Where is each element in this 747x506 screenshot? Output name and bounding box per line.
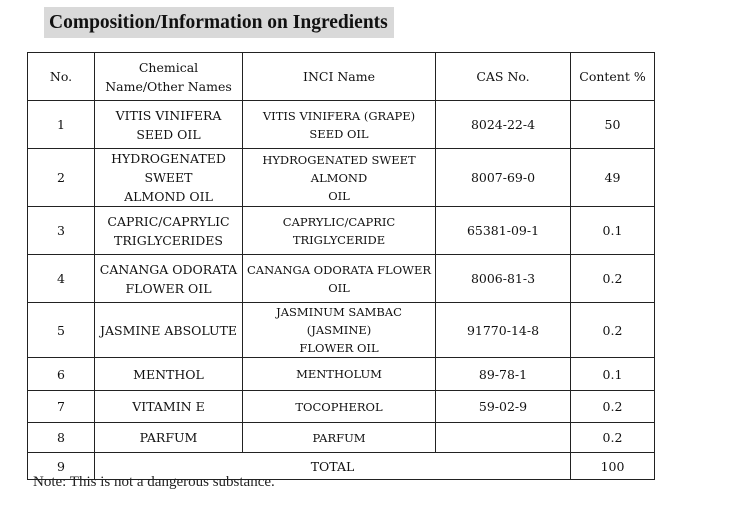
row-no: 6	[28, 358, 95, 391]
table-row	[28, 149, 655, 207]
total-label: TOTAL	[95, 453, 571, 480]
row-no: 8	[28, 423, 95, 453]
table-row	[28, 255, 655, 303]
row-chemical-name: MENTHOL	[95, 358, 243, 391]
header-chemical-line1: Chemical	[138, 59, 199, 75]
header-no: No.	[28, 53, 95, 101]
row-cas-no: 8006-81-3	[436, 255, 571, 303]
row-no: 7	[28, 391, 95, 423]
row-cas-no: 8024-22-4	[436, 101, 571, 149]
row-inci-name	[243, 149, 436, 207]
inci-line1: CAPRYLIC/CAPRIC	[282, 214, 396, 229]
table-row	[28, 358, 655, 391]
inci-line1: JASMINUM SAMBAC (JASMINE)	[276, 305, 402, 337]
row-chemical-name	[95, 303, 243, 358]
row-no: 4	[28, 255, 95, 303]
header-chemical-line2: Name/Other Names	[105, 78, 232, 94]
row-chemical-name	[95, 149, 243, 207]
header-chemical-name	[95, 53, 243, 101]
row-cas-no: 59-02-9	[436, 391, 571, 423]
chem-line2: ALMOND OIL	[124, 189, 213, 204]
section-title: Composition/Information on Ingredients	[44, 7, 394, 38]
row-content: 0.2	[571, 255, 655, 303]
inci-line1: HYDROGENATED SWEET ALMOND	[262, 152, 416, 185]
row-no: 2	[28, 149, 95, 207]
row-chemical-name	[95, 255, 243, 303]
row-inci-name	[243, 101, 436, 149]
row-cas-no	[436, 423, 571, 453]
row-inci-name	[243, 303, 436, 358]
chem-line2: TRIGLYCERIDES	[114, 232, 223, 248]
row-content: 0.1	[571, 207, 655, 255]
row-chemical-name: PARFUM	[95, 423, 243, 453]
row-cas-no: 65381-09-1	[436, 207, 571, 255]
header-content: Content %	[571, 53, 655, 101]
row-content: 49	[571, 149, 655, 207]
table-row	[28, 303, 655, 358]
row-inci-name: TOCOPHEROL	[243, 391, 436, 423]
total-content: 100	[571, 453, 655, 480]
inci-line2: FLOWER OIL	[299, 341, 379, 355]
row-inci-name: MENTHOLUM	[243, 358, 436, 391]
row-content: 0.2	[571, 423, 655, 453]
inci-line2: TRIGLYCERIDE	[292, 232, 386, 247]
chem-line2: SEED OIL	[136, 126, 201, 142]
row-content: 50	[571, 101, 655, 149]
row-cas-no: 91770-14-8	[436, 303, 571, 358]
header-inci-name: INCI Name	[243, 53, 436, 101]
row-no: 3	[28, 207, 95, 255]
table-row	[28, 423, 655, 453]
chem-line1: JASMINE ABSOLUTE	[99, 322, 237, 338]
table-row	[28, 101, 655, 149]
row-inci-name	[243, 207, 436, 255]
row-no: 5	[28, 303, 95, 358]
row-chemical-name: VITAMIN E	[95, 391, 243, 423]
chem-line1: CANANGA ODORATA	[99, 261, 238, 277]
row-chemical-name	[95, 207, 243, 255]
row-inci-name	[243, 255, 436, 303]
footnote: Note: This is not a dangerous substance.	[33, 474, 275, 490]
chem-line1: VITIS VINIFERA	[115, 107, 222, 123]
chem-line2: FLOWER OIL	[125, 280, 212, 296]
total-no: 9	[28, 453, 95, 480]
inci-line1: VITIS VINIFERA (GRAPE)	[262, 108, 416, 123]
row-no: 1	[28, 101, 95, 149]
row-content: 0.1	[571, 358, 655, 391]
header-cas-no: CAS No.	[436, 53, 571, 101]
row-inci-name: PARFUM	[243, 423, 436, 453]
inci-line2: OIL	[328, 188, 350, 203]
chem-line1: CAPRIC/CAPRYLIC	[107, 213, 230, 229]
row-cas-no: 8007-69-0	[436, 149, 571, 207]
table-row	[28, 391, 655, 423]
chem-line1: HYDROGENATED SWEET	[111, 151, 226, 185]
row-content: 0.2	[571, 391, 655, 423]
inci-line1: CANANGA ODORATA FLOWER OIL	[246, 262, 431, 295]
row-chemical-name	[95, 101, 243, 149]
row-content: 0.2	[571, 303, 655, 358]
row-cas-no: 89-78-1	[436, 358, 571, 391]
table-row	[28, 207, 655, 255]
table-header-row	[28, 53, 655, 101]
ingredients-table	[27, 52, 655, 480]
inci-line2: SEED OIL	[309, 126, 369, 141]
